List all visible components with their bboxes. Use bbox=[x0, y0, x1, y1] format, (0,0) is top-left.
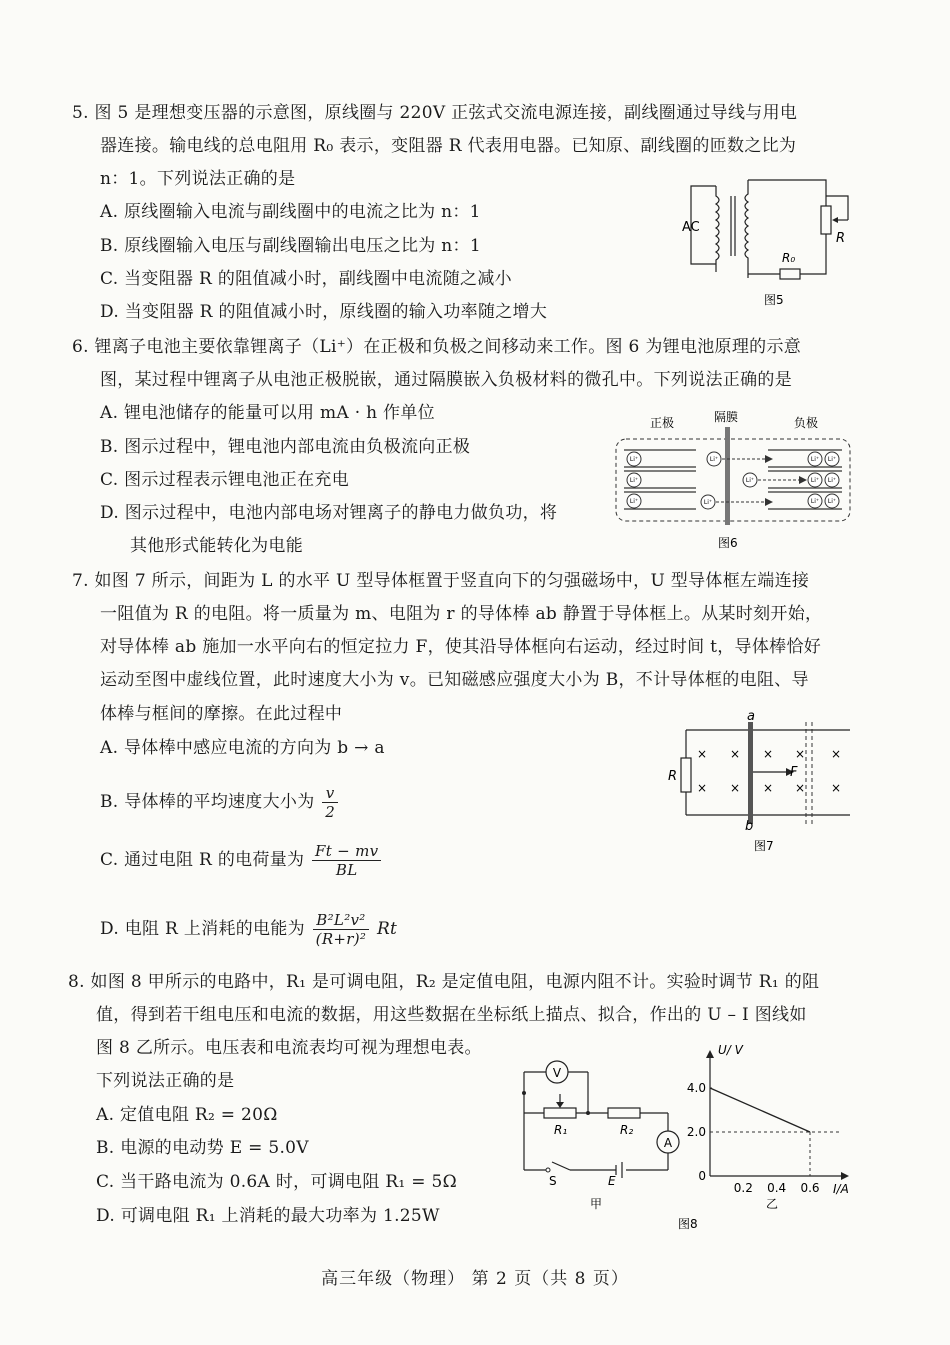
q7-option-d-fraction bbox=[313, 911, 370, 948]
q6-line-2: 图，某过程中锂离子从电池正极脱嵌，通过隔膜嵌入负极材料的微孔中。下列说法正确的是 bbox=[100, 370, 792, 390]
fig6-ion: Li⁺ bbox=[810, 477, 820, 484]
fig8-yi-label: 乙 bbox=[766, 1197, 779, 1211]
q5-option-b: B. 原线圈输入电压与副线圈输出电压之比为 n：1 bbox=[100, 236, 481, 256]
y-tick-label: 4.0 bbox=[686, 1081, 706, 1095]
fig7-caption: 图7 bbox=[754, 839, 774, 853]
q6-option-d: D. 图示过程中，电池内部电场对锂离子的静电力做负功，将 bbox=[100, 503, 558, 523]
fig5-r-label: R bbox=[836, 231, 846, 246]
field-mark: × bbox=[729, 747, 741, 761]
fig6-ion: Li⁺ bbox=[827, 477, 837, 484]
q7-option-b-fraction bbox=[322, 784, 338, 821]
fig8-jia-label: 甲 bbox=[590, 1197, 603, 1211]
q5-line-2: 器连接。输电线的总电阻用 R₀ 表示，变阻器 R 代表用电器。已知原、副线圈的匝数之比为 bbox=[100, 136, 797, 156]
q5-line-1: 5. 图 5 是理想变压器的示意图，原线圈与 220V 正弦式交流电源连接，副线圈通过导线与用电 bbox=[72, 103, 798, 123]
fig6-ion: Li⁺ bbox=[827, 498, 837, 505]
fig7-r-label: R bbox=[668, 769, 678, 784]
q8-line-3: 图 8 乙所示。电压表和电流表均可视为理想电表。 bbox=[96, 1038, 482, 1058]
q7-line-3: 对导体棒 ab 施加一水平向右的恒定拉力 F，使其沿导体框向右运动，经过时间 t，导体棒恰好 bbox=[100, 637, 822, 657]
fig8-caption: 图8 bbox=[678, 1217, 698, 1231]
y-tick-label: 2.0 bbox=[686, 1125, 706, 1139]
fig6-ion: Li⁺ bbox=[709, 456, 719, 463]
x-tick-label: 0.2 bbox=[733, 1181, 753, 1195]
q7-option-b bbox=[100, 782, 340, 822]
fig6-ion: Li⁺ bbox=[629, 477, 639, 484]
field-mark: × bbox=[830, 747, 842, 761]
frac-denominator: (R+r)² bbox=[315, 930, 367, 948]
figure-5-transformer bbox=[676, 176, 856, 311]
q8-option-c: C. 当干路电流为 0.6A 时，可调电阻 R₁ = 5Ω bbox=[96, 1172, 458, 1192]
field-mark: × bbox=[762, 781, 774, 795]
fig8-s-label: S bbox=[549, 1174, 557, 1188]
fig6-ion: Li⁺ bbox=[810, 456, 820, 463]
q7-option-b-text: B. 导体棒的平均速度大小为 bbox=[100, 792, 315, 812]
fig6-ion: Li⁺ bbox=[810, 498, 820, 505]
q8-option-a: A. 定值电阻 R₂ = 20Ω bbox=[96, 1105, 278, 1125]
fig7-f-label: F bbox=[790, 765, 798, 780]
q7-option-d bbox=[100, 906, 397, 952]
q7-option-c-fraction bbox=[312, 842, 381, 879]
q7-line-5: 体棒与框间的摩擦。在此过程中 bbox=[100, 704, 343, 724]
q8-option-d: D. 可调电阻 R₁ 上消耗的最大功率为 1.25W bbox=[96, 1206, 440, 1226]
q5-option-c: C. 当变阻器 R 的阻值减小时，副线圈中电流随之减小 bbox=[100, 269, 512, 289]
fig6-ion: Li⁺ bbox=[745, 477, 755, 484]
q7-option-d-text: D. 电阻 R 上消耗的电能为 bbox=[100, 919, 305, 939]
q8-option-b: B. 电源的电动势 E = 5.0V bbox=[96, 1138, 309, 1158]
fig6-caption: 图6 bbox=[718, 536, 738, 550]
q6-option-c: C. 图示过程表示锂电池正在充电 bbox=[100, 470, 350, 490]
fig5-r0-label: R₀ bbox=[782, 251, 796, 265]
q8-line-1: 8. 如图 8 甲所示的电路中，R₁ 是可调电阻，R₂ 是定值电阻，电源内阻不计。实验时调节 R₁ 的阻 bbox=[68, 972, 820, 992]
frac-denominator: BL bbox=[335, 861, 358, 879]
fig6-ion: Li⁺ bbox=[703, 499, 713, 506]
q5-option-a: A. 原线圈输入电流与副线圈中的电流之比为 n：1 bbox=[100, 202, 481, 222]
q6-line-1: 6. 锂离子电池主要依靠锂离子（Li⁺）在正极和负极之间移动来工作。图 6 为锂电池原理的示意 bbox=[72, 337, 802, 357]
q7-option-c-text: C. 通过电阻 R 的电荷量为 bbox=[100, 850, 305, 870]
series-line bbox=[710, 1088, 810, 1132]
q8-line-2: 值，得到若干组电压和电流的数据，用这些数据在坐标纸上描点、拟合，作出的 U – I 图线如 bbox=[96, 1005, 807, 1025]
x-axis-label: I/A bbox=[833, 1182, 849, 1196]
field-mark: × bbox=[794, 781, 806, 795]
field-mark: × bbox=[696, 781, 708, 795]
fig6-ion: Li⁺ bbox=[629, 456, 639, 463]
q5-line-3: n：1。下列说法正确的是 bbox=[100, 169, 296, 189]
q7-option-d-tail: Rt bbox=[376, 919, 398, 939]
field-mark: × bbox=[830, 781, 842, 795]
frac-numerator: v bbox=[322, 784, 338, 803]
field-mark: × bbox=[794, 747, 806, 761]
q6-option-a: A. 锂电池储存的能量可以用 mA · h 作单位 bbox=[100, 403, 435, 423]
x-tick-label: 0.6 bbox=[800, 1181, 820, 1195]
fig7-b-label: b bbox=[745, 819, 754, 834]
q7-line-2: 一阻值为 R 的电阻。将一质量为 m、电阻为 r 的导体棒 ab 静置于导体框上。从某时刻开始， bbox=[100, 604, 823, 624]
fig8-r1-label: R₁ bbox=[554, 1123, 568, 1137]
figure-8-ui-chart bbox=[676, 1036, 856, 1236]
frac-denominator: 2 bbox=[325, 803, 336, 821]
q7-line-4: 运动至图中虚线位置，此时速度大小为 v。已知磁感应强度大小为 B，不计导体框的电阻、导 bbox=[100, 670, 809, 690]
fig5-ac-label: AC bbox=[682, 220, 700, 235]
q5-option-d: D. 当变阻器 R 的阻值减小时，原线圈的输入功率随之增大 bbox=[100, 302, 548, 322]
q8-line-4: 下列说法正确的是 bbox=[96, 1071, 235, 1091]
frac-numerator: Ft − mv bbox=[312, 842, 381, 861]
field-mark: × bbox=[696, 747, 708, 761]
fig8-e-label: E bbox=[608, 1174, 616, 1188]
fig5-caption: 图5 bbox=[764, 293, 784, 307]
q7-line-1: 7. 如图 7 所示，间距为 L 的水平 U 型导体框置于竖直向下的匀强磁场中，U 型导体框左端连接 bbox=[72, 571, 810, 591]
page-footer: 高三年级（物理） 第 2 页（共 8 页） bbox=[321, 1269, 629, 1289]
origin-label: 0 bbox=[698, 1169, 706, 1183]
fig6-ion: Li⁺ bbox=[827, 456, 837, 463]
figure-6-battery bbox=[610, 405, 855, 555]
fig7-a-label: a bbox=[747, 709, 755, 724]
fig6-ion: Li⁺ bbox=[629, 498, 639, 505]
x-tick-label: 0.4 bbox=[767, 1181, 787, 1195]
figure-8-circuit bbox=[516, 1058, 686, 1218]
x-axis-arrow bbox=[841, 1172, 849, 1180]
ammeter-label: A bbox=[663, 1136, 673, 1150]
q6-option-b: B. 图示过程中，锂电池内部电流由负极流向正极 bbox=[100, 437, 471, 457]
q7-option-a: A. 导体棒中感应电流的方向为 b → a bbox=[100, 738, 385, 758]
fig6-pos-label: 正极 bbox=[650, 416, 675, 430]
voltmeter-label: V bbox=[552, 1066, 562, 1080]
fig6-neg-label: 负极 bbox=[794, 416, 819, 430]
q7-option-c bbox=[100, 838, 383, 882]
fig6-sep-label: 隔膜 bbox=[714, 410, 739, 424]
field-mark: × bbox=[729, 781, 741, 795]
fig8-r2-label: R₂ bbox=[620, 1123, 634, 1137]
q6-option-d-cont: 其他形式能转化为电能 bbox=[130, 536, 303, 556]
figure-7-rail bbox=[660, 708, 855, 858]
y-axis-label: U/ V bbox=[718, 1043, 743, 1057]
field-mark: × bbox=[762, 747, 774, 761]
y-axis-arrow bbox=[706, 1050, 714, 1058]
frac-numerator: B²L²v² bbox=[313, 911, 370, 930]
